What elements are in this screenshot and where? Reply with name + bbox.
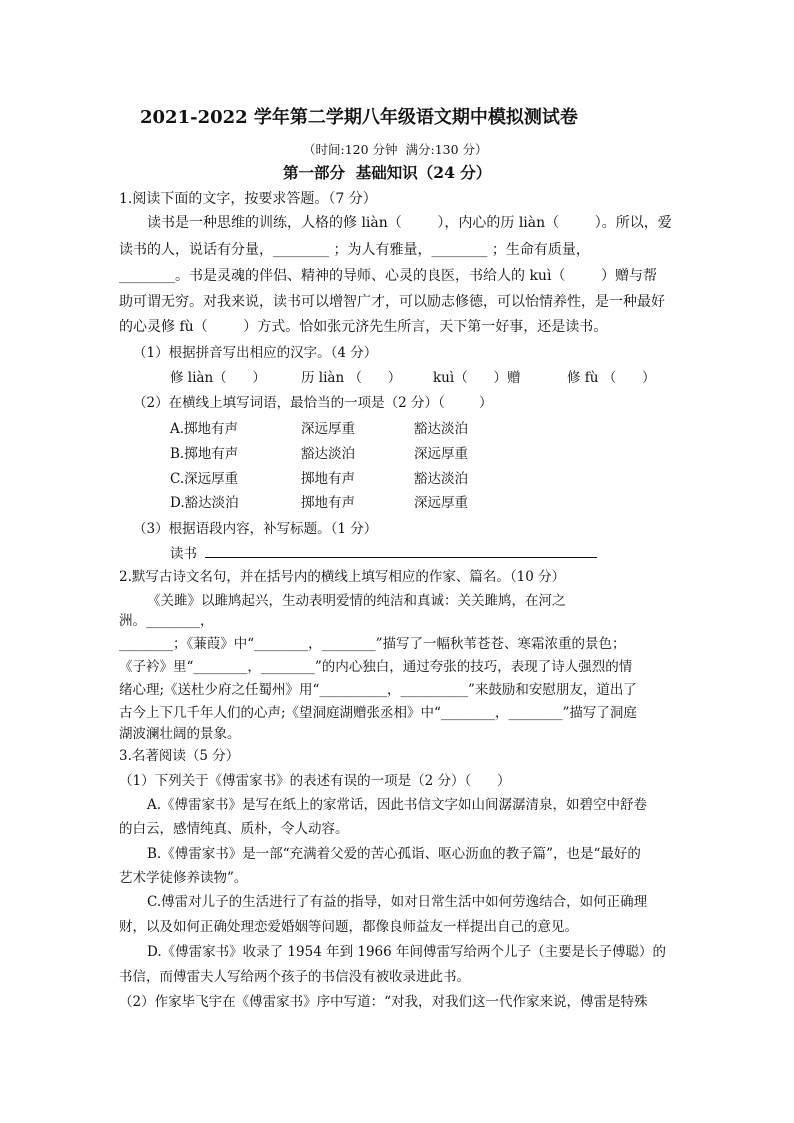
pinyin-blank[interactable]: 修 liàn（ ） (170, 370, 266, 386)
q1-passage-line: 读书的人，说话有分量，________ ；为人有雅量，________ ；生命有质量， (119, 242, 590, 258)
page-title: 2021-2022 学年第二学期八年级语文期中模拟测试卷 (140, 107, 578, 128)
pinyin-blank[interactable]: 历 liàn （ ） (301, 370, 402, 386)
q3-option-text: 艺术学徒修养读物”。 (119, 870, 248, 886)
q2-line: 古今上下几千年人们的心声;《望洞庭湖赠张丞相》中“________，________”描写了洞庭 (119, 705, 637, 721)
q3-option-text: D.《傅雷家书》收录了 1954 年到 1966 年间傅雷写给两个儿子（主要是长子傅聪）的 (147, 944, 667, 960)
q2-line: 绪心理;《送杜少府之任蜀州》用“__________，__________”来鼓励和安慰朋友，道出了 (119, 682, 637, 698)
title-answer-line[interactable] (205, 557, 597, 558)
q2-line: ________；《蒹葭》中“________，________”描写了一幅秋苇苍苍、寒霜浓重的景色； (119, 636, 626, 652)
option-word: 深远厚重 (414, 495, 468, 511)
q1-passage-line: 助可谓无穷。对我来说，读书可以增智广才，可以励志修德，可以怡情养性，是一种最好 (119, 294, 665, 310)
q1-passage-line: ________。书是灵魂的伴侣、精神的导师、心灵的良医，书给人的 kuì（ ）赠与帮 (119, 268, 658, 284)
option-label: C.深远厚重 (170, 471, 239, 487)
q2-line: 《关雎》以雎鸠起兴，生动表明爱情的纯洁和真诚：关关雎鸠，在河之 (147, 593, 566, 609)
option-word: 豁达淡泊 (414, 471, 468, 487)
option-label: A.掷地有声 (170, 421, 239, 437)
option-label: B.掷地有声 (170, 446, 239, 462)
pinyin-blank[interactable]: 修 fù （ ） (567, 370, 656, 386)
q3-option-text: B.《傅雷家书》是一部“充满着父爱的苦心孤诣、呕心沥血的教子篇”，也是“最好的 (147, 846, 641, 862)
pinyin-blank[interactable]: kuì（ ）赠 (433, 370, 521, 386)
q1-passage-line: 的心灵修 fù（ ）方式。恰如张元济先生所言，天下第一好事，还是读书。 (119, 319, 608, 335)
q1-sub1: （1）根据拼音写出相应的汉字。（4 分） (133, 345, 378, 361)
title-prefix: 读书 (170, 546, 197, 562)
q2-line: 洲。________， (119, 613, 214, 629)
option-word: 深远厚重 (301, 421, 355, 437)
option-word: 掷地有声 (301, 471, 355, 487)
q3-option-text: 财，以及如何正确处理恋爱婚姻等问题，都像良师益友一样提出自己的意见。 (119, 919, 578, 935)
q3-option-text: 书信，而傅雷夫人写给两个孩子的书信没有被收录进此书。 (119, 969, 470, 985)
option-word: 深远厚重 (414, 446, 468, 462)
q2-heading: 2.默写古诗文名句，并在括号内的横线上填写相应的作家、篇名。（10 分） (119, 569, 566, 585)
q3-option-text: A.《傅雷家书》是写在纸上的家常话，因此书信文字如山间潺潺清泉，如碧空中舒卷 (147, 797, 648, 813)
q3-heading: 3.名著阅读（5 分） (119, 748, 240, 764)
q3-option-text: C.傅雷对儿子的生活进行了有益的指导，如对日常生活中如何劳逸结合，如何正确理 (147, 894, 648, 910)
q3-sub2: （2）作家毕飞宇在《傅雷家书》序中写道：“对我，对我们这一代作家来说，傅雷是特殊 (119, 994, 648, 1010)
option-word: 豁达淡泊 (414, 421, 468, 437)
q1-passage-line: 读书是一种思维的训练，人格的修 liàn（ ），内心的历 liàn（ ）。所以，爱 (147, 215, 672, 231)
q2-line: 湖波澜壮阔的景象。 (119, 726, 241, 742)
exam-info: （时间:120 分钟 满分:130 分） (303, 142, 488, 157)
q1-sub2: （2）在横线上填写词语，最恰当的一项是（2 分）（ ） (133, 395, 493, 411)
q3-option-text: 的白云，感情纯真、质朴，令人动容。 (119, 821, 349, 837)
option-word: 豁达淡泊 (301, 446, 355, 462)
q1-heading: 1.阅读下面的文字，按要求答题。（7 分） (119, 191, 377, 207)
option-label: D.豁达淡泊 (170, 495, 239, 511)
q2-line: 《子衿》里“________，________”的内心独白，通过夸张的技巧，表现了诗人强烈的情 (119, 659, 633, 675)
section-title: 第一部分 基础知识（24 分） (283, 163, 492, 182)
q3-sub1: （1）下列关于《傅雷家书》的表述有误的一项是（2 分）（ ） (119, 773, 511, 789)
q1-sub3: （3）根据语段内容，补写标题。（1 分） (133, 521, 378, 537)
option-word: 掷地有声 (301, 495, 355, 511)
